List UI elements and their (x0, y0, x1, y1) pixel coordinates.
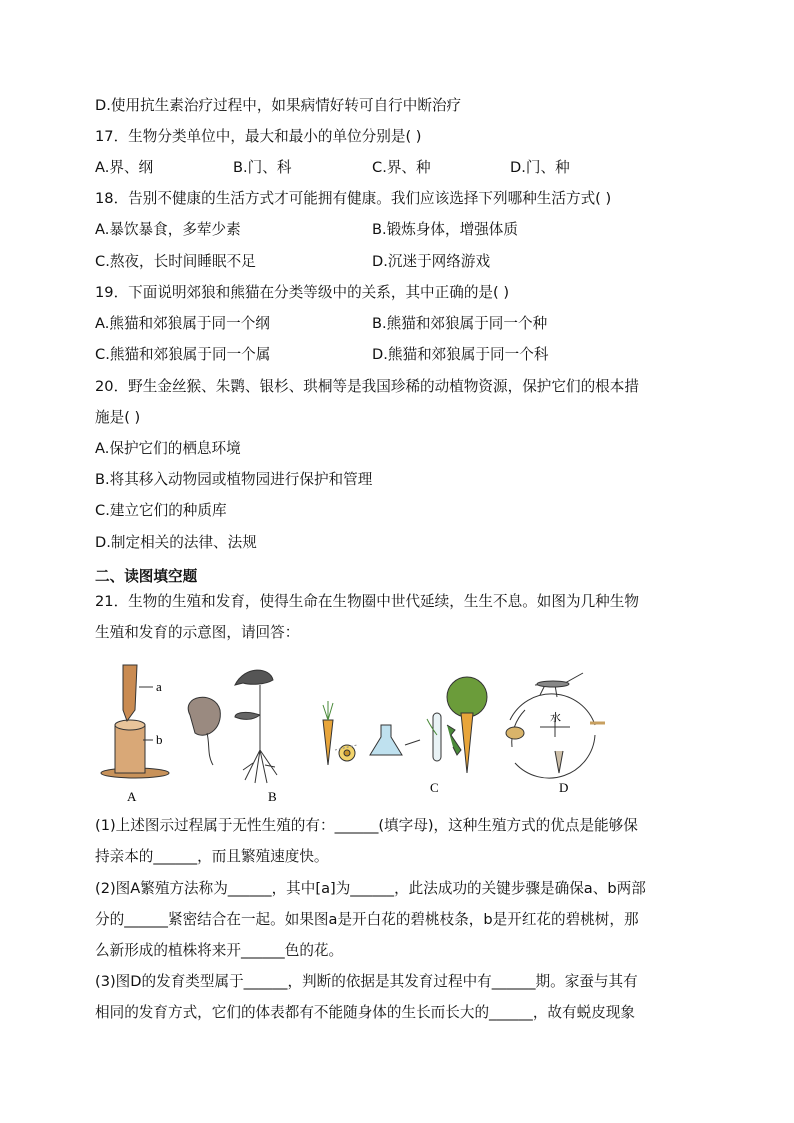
question-20-line1: 20．野生金丝猴、朱鹮、银杉、珙桐等是我国珍稀的动植物资源，保护它们的根本措 (95, 378, 639, 395)
figure-label-b: B (268, 789, 277, 804)
question-19: 19．下面说明郊狼和熊猫在分类等级中的关系，其中正确的是( ) (95, 284, 510, 301)
q20-option-c: C.建立它们的种质库 (95, 502, 227, 519)
q18-option-b: B.锻炼身体，增强体质 (372, 221, 518, 238)
germination-illustration (188, 670, 277, 783)
part-2-line1: (2)图A繁殖方法称为______，其中[a]为______，此法成功的关键步骤是确保a、b两部 (95, 880, 646, 897)
q19-option-a: A.熊猫和郊狼属于同一个纲 (95, 315, 270, 332)
part-1-line2: 持亲本的______，而且繁殖速度快。 (95, 848, 329, 865)
insect-cycle-illustration (506, 673, 605, 778)
q20-option-b: B.将其移入动物园或植物园进行保护和管理 (95, 471, 373, 488)
figure-label-a: A (127, 789, 137, 804)
q20-option-d: D.制定相关的法律、法规 (95, 534, 257, 551)
q17-option-d: D.门、种 (510, 159, 570, 176)
question-21-line2: 生殖和发育的示意图，请回答： (95, 624, 300, 641)
line-16d: D.使用抗生素治疗过程中，如果病情好转可自行中断治疗 (95, 97, 462, 114)
part-label-b: b (156, 732, 163, 747)
water-label: 水 (550, 711, 561, 724)
q19-option-b: B.熊猫和郊狼属于同一个种 (372, 315, 548, 332)
figure-label-d: D (559, 780, 569, 795)
part-2-line2: 分的______紧密结合在一起。如果图a是开白花的碧桃枝条，b是开红花的碧桃树，那 (95, 911, 639, 928)
q18-option-d: D.沉迷于网络游戏 (372, 253, 491, 270)
reproduction-figure (95, 655, 615, 805)
question-21-line1: 21．生物的生殖和发育，使得生命在生物圈中世代延续，生生不息。如图为几种生物 (95, 593, 639, 610)
part-2-line3: 么新形成的植株将来开______色的花。 (95, 942, 344, 959)
question-20-line2: 施是( ) (95, 409, 141, 426)
section-heading: 二、读图填空题 (95, 568, 198, 585)
part-3-line1: (3)图D的发育类型属于______，判断的依据是其发育过程中有______期。家蚕与其有 (95, 973, 638, 990)
q19-option-d: D.熊猫和郊狼属于同一个科 (372, 346, 549, 363)
q18-option-c: C.熬夜，长时间睡眠不足 (95, 253, 256, 270)
q18-option-a: A.暴饮暴食，多荤少素 (95, 221, 241, 238)
figure-drawing (95, 655, 615, 805)
q17-option-a: A.界、纲 (95, 159, 154, 176)
part-1-line1: (1)上述图示过程属于无性生殖的有：______(填字母)，这种生殖方式的优点是能够保 (95, 817, 638, 834)
q17-option-c: C.界、种 (372, 159, 431, 176)
part-label-a: a (156, 679, 162, 694)
figure-label-c: C (430, 780, 439, 795)
q20-option-a: A.保护它们的栖息环境 (95, 440, 241, 457)
question-18: 18．告别不健康的生活方式才可能拥有健康。我们应该选择下列哪种生活方式( ) (95, 190, 612, 207)
tissue-culture-illustration (323, 677, 487, 773)
question-17: 17．生物分类单位中，最大和最小的单位分别是( ) (95, 128, 422, 145)
part-3-line2: 相同的发育方式，它们的体表都有不能随身体的生长而长大的______，故有蜕皮现象 (95, 1004, 635, 1021)
q19-option-c: C.熊猫和郊狼属于同一个属 (95, 346, 271, 363)
q17-option-b: B.门、科 (233, 159, 292, 176)
